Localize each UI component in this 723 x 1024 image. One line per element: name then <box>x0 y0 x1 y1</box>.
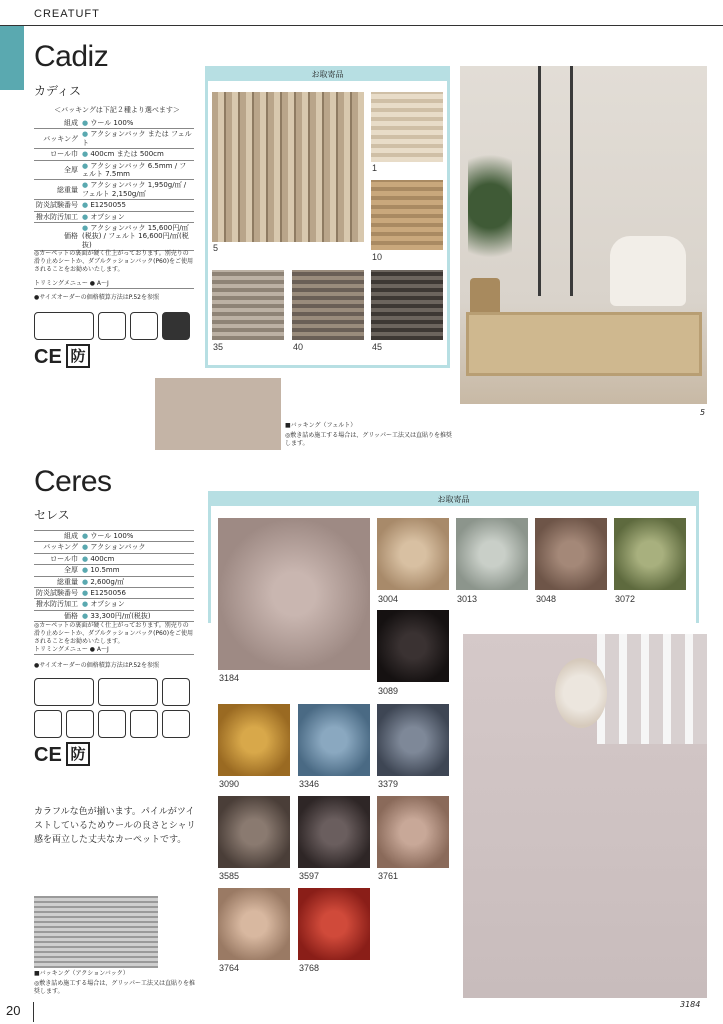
ceres-note: ◎カーペットの裏面が硬く仕上がっております。別売りの滑り止めシートか、ダブルクッションバック(P60)をご使用されることをお勧めいたします。 <box>34 622 194 645</box>
ceres-swatch-label: 3768 <box>299 963 320 973</box>
anti-static-icon <box>98 312 126 340</box>
ceres-room-caption: 3184 <box>680 1000 701 1009</box>
heated-floor-icon <box>34 678 94 706</box>
stairs-icon <box>130 312 158 340</box>
ceres-backing-detail: ◎敷き詰め施工する場合は、グリッパー工法又は直貼りを推奨します。 <box>34 980 195 995</box>
ceres-swatch-label: 3346 <box>299 779 320 789</box>
ceres-kana: セレス <box>34 508 70 522</box>
ceres-backing-sample <box>34 896 158 968</box>
stairs-icon <box>162 710 190 738</box>
cadiz-swatch-35[interactable] <box>212 270 284 340</box>
ceres-swatch-3585[interactable] <box>218 796 290 868</box>
ceres-swatch-label: 3013 <box>457 594 478 604</box>
wall-strip <box>570 66 573 296</box>
cadiz-backing-sample <box>155 378 281 450</box>
ceres-description: カラフルな色が揃います。パイルがツイストしているためウールの良さとシャリ感を両立した丈夫なカーペットです。 <box>34 807 196 845</box>
cadiz-swatch-40[interactable] <box>292 270 364 340</box>
cadiz-room-photo <box>460 66 707 404</box>
cadiz-swatch-5[interactable] <box>212 92 364 242</box>
ceres-trimming: トリミングメニュー ● A〜J <box>34 646 194 655</box>
page-number: 20 <box>6 1003 21 1018</box>
rug-image <box>466 312 702 376</box>
ceres-swatch-label: 3048 <box>536 594 557 604</box>
floor-heating-icon <box>98 678 158 706</box>
ceres-swatch-3764[interactable] <box>218 888 290 960</box>
ceres-swatch-label: 3585 <box>219 871 240 881</box>
fire-retardant-icon: 防 <box>66 742 90 766</box>
ce-mark-icon: CE <box>34 744 62 766</box>
ceres-swatch-label: 3764 <box>219 963 240 973</box>
crib-image <box>597 634 707 744</box>
ceres-swatch-3768[interactable] <box>298 888 370 960</box>
heated-floor-icon <box>34 312 94 340</box>
plant-image <box>468 136 512 276</box>
cadiz-backing-note: ＜バッキングは下記２種より選べます＞ <box>54 106 180 114</box>
cadiz-note: ◎カーペットの裏面が硬く仕上がっております。別売りの滑り止めシートか、ダブルクッションバック(P60)をご使用されることをお勧めいたします。 <box>34 250 194 273</box>
cadiz-swatch-1[interactable] <box>371 92 443 162</box>
ceres-swatch-3597[interactable] <box>298 796 370 868</box>
cadiz-swatch-label: 40 <box>293 342 304 352</box>
ceres-title: Ceres <box>34 465 112 498</box>
ceres-swatch-label: 3004 <box>378 594 399 604</box>
teddy-bear-image <box>555 658 607 728</box>
ceres-swatch-3346[interactable] <box>298 704 370 776</box>
cadiz-spec-table: 組成 ● ウール 100% バッキング ● アクションバック または フェルト ロール巾 ● 400cm または 500cm 全厚 ● アクションバック 6.5mm / フェルト 7.5mm 総重量 ● アクションバック 1,950g/㎡ / フェルト 2,150g/㎡ 防炎試験番号 ● E1250055 撥水防汚加工 ● オプション 価格 ● アクションバック 15,600円/㎡(税抜) / フェルト 16,600円/㎡(税抜) <box>34 118 194 251</box>
ceres-swatch-3379[interactable] <box>377 704 449 776</box>
ceres-swatch-label: 3184 <box>219 673 240 683</box>
cadiz-swatch-label: 1 <box>372 163 378 173</box>
cadiz-swatch-label: 45 <box>372 342 383 352</box>
cadiz-kana: カディス <box>34 84 82 98</box>
ceres-swatch-label: 3089 <box>378 686 399 696</box>
cadiz-swatch-45[interactable] <box>371 270 443 340</box>
cadiz-swatch-label: 10 <box>372 252 383 262</box>
ceres-size-order: ●サイズオーダーの価格積算方法はP.52を参照 <box>34 662 159 669</box>
cadiz-room-caption: 5 <box>700 408 706 417</box>
armchair-image <box>610 236 686 306</box>
ceres-swatch-label: 3379 <box>378 779 399 789</box>
ceres-swatch-3072[interactable] <box>614 518 686 590</box>
ceres-swatch-3184[interactable] <box>218 518 370 670</box>
brand-header: CREATUFT <box>34 8 100 20</box>
carpet-roll-icon <box>66 710 94 738</box>
ceres-swatch-3089[interactable] <box>377 610 449 682</box>
wall-strip <box>538 66 541 296</box>
anti-static-icon <box>162 678 190 706</box>
ceres-swatch-3013[interactable] <box>456 518 528 590</box>
ceres-swatch-3090[interactable] <box>218 704 290 776</box>
cadiz-swatch-label: 5 <box>213 243 219 253</box>
cadiz-size-order: ●サイズオーダーの価格積算方法はP.52を参照 <box>34 294 159 301</box>
ceres-swatch-label: 3761 <box>378 871 399 881</box>
footer-divider <box>33 1002 34 1022</box>
ceres-box-title: お取寄品 <box>211 494 696 506</box>
cadiz-box-title: お取寄品 <box>208 69 447 81</box>
cadiz-title: Cadiz <box>34 40 109 73</box>
section-accent-bar <box>0 26 24 90</box>
cadiz-backing-detail: ◎敷き詰め施工する場合は、グリッパー工法又は直貼りを推奨します。 <box>285 432 452 447</box>
ceres-swatch-3048[interactable] <box>535 518 607 590</box>
cadiz-swatch-10[interactable] <box>371 180 443 250</box>
ceres-room-photo <box>463 634 707 998</box>
ceres-swatch-label: 3090 <box>219 779 240 789</box>
header-rule <box>0 25 723 26</box>
cadiz-swatch-label: 35 <box>213 342 224 352</box>
cadiz-backing-caption: ■バッキング（フェルト） <box>285 422 357 429</box>
ce-mark-icon: CE <box>34 346 62 368</box>
ceres-backing-caption: ■バッキング（アクションバック） <box>34 970 129 977</box>
cleaning-icon <box>98 710 126 738</box>
ceres-swatch-3004[interactable] <box>377 518 449 590</box>
sound-insulation-icon <box>34 710 62 738</box>
ceres-swatch-3761[interactable] <box>377 796 449 868</box>
cadiz-trimming: トリミングメニュー ● A〜J <box>34 280 194 289</box>
roll-icon <box>162 312 190 340</box>
comfort-icon <box>130 710 158 738</box>
ceres-swatch-label: 3072 <box>615 594 636 604</box>
fire-retardant-icon: 防 <box>66 344 90 368</box>
ceres-spec-table: 組成 ● ウール 100% バッキング ● アクションバック ロール巾 ● 400cm 全厚 ● 10.5mm 総重量 ● 2,600g/㎡ 防炎試験番号 ● E1250056 撥水防汚加工 ● オプション 価格 ● 33,300円/㎡(税抜) <box>34 530 194 622</box>
ceres-swatch-label: 3597 <box>299 871 320 881</box>
